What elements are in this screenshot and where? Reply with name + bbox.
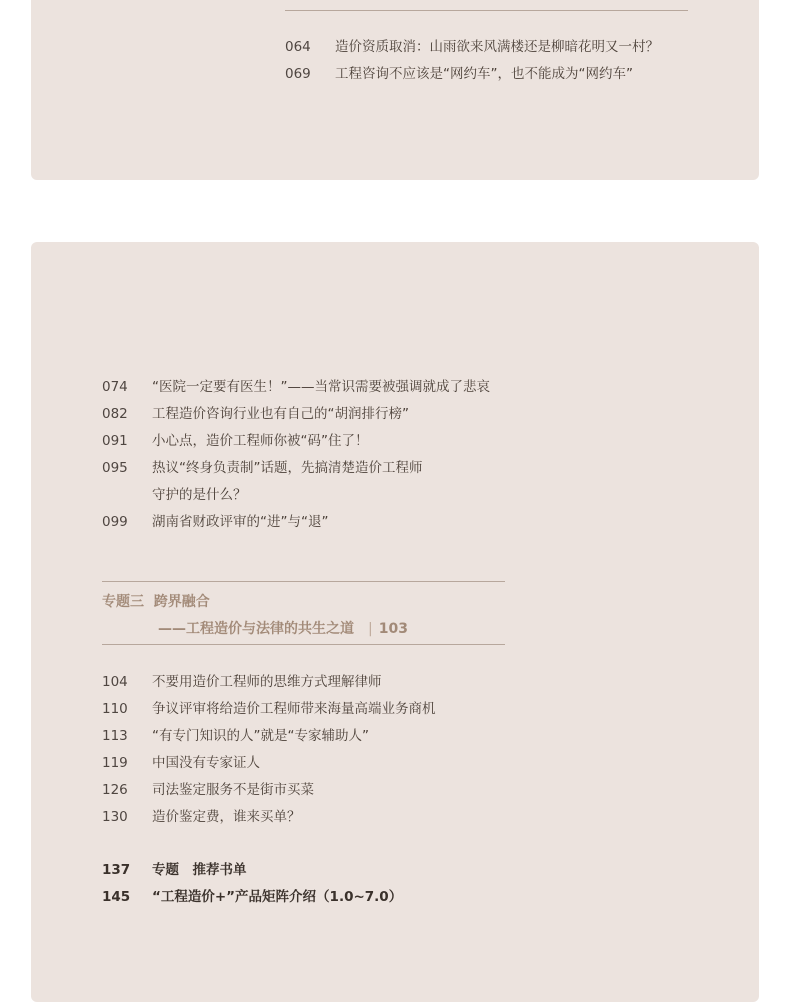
toc-page-number: 095 bbox=[102, 460, 128, 476]
toc-entry[interactable] bbox=[102, 509, 328, 536]
topic-page-number: 103 bbox=[378, 621, 408, 637]
toc-page-number: 104 bbox=[102, 674, 128, 690]
toc-title: 专题 推荐书单 bbox=[152, 862, 247, 878]
toc-page-number: 082 bbox=[102, 406, 128, 422]
toc-entry[interactable] bbox=[102, 696, 436, 723]
topic-subtitle: ——工程造价与法律的共生之道 bbox=[158, 621, 354, 637]
toc-entry[interactable] bbox=[285, 34, 659, 61]
toc-page-number: 099 bbox=[102, 514, 128, 530]
section-divider bbox=[102, 581, 505, 582]
toc-title: 热议“终身负责制”话题，先搞清楚造价工程师 bbox=[152, 460, 423, 476]
toc-entry[interactable] bbox=[102, 428, 369, 455]
toc-entry-product-matrix[interactable] bbox=[102, 884, 402, 911]
toc-entry[interactable] bbox=[102, 723, 369, 750]
toc-title: 争议评审将给造价工程师带来海量高端业务商机 bbox=[152, 701, 436, 717]
toc-page-number: 113 bbox=[102, 728, 128, 744]
toc-title: 司法鉴定服务不是街市买菜 bbox=[152, 782, 314, 798]
toc-entry[interactable] bbox=[102, 750, 260, 777]
toc-title: 不要用造价工程师的思维方式理解律师 bbox=[152, 674, 382, 690]
toc-entry-continuation[interactable] bbox=[102, 482, 247, 509]
toc-entry-booklist[interactable] bbox=[102, 857, 247, 884]
toc-title: 造价鉴定费，谁来买单？ bbox=[152, 809, 301, 825]
toc-title: 小心点，造价工程师你被“码”住了！ bbox=[152, 433, 369, 449]
section-divider bbox=[102, 644, 505, 645]
toc-title: 湖南省财政评审的“进”与“退” bbox=[152, 514, 329, 530]
toc-page-number: 110 bbox=[102, 701, 128, 717]
toc-card-top bbox=[31, 0, 759, 180]
section-divider-top bbox=[285, 10, 688, 11]
toc-title: “工程造价+”产品矩阵介绍（1.0~7.0） bbox=[152, 889, 403, 905]
topic-name: 跨界融合 bbox=[153, 594, 210, 610]
toc-title: “医院一定要有医生！”——当常识需要被强调就成了悲哀 bbox=[152, 379, 490, 395]
toc-page-number: 119 bbox=[102, 755, 128, 771]
toc-title: “有专门知识的人”就是“专家辅助人” bbox=[152, 728, 369, 744]
topic-subtitle-row[interactable] bbox=[158, 616, 408, 643]
toc-page-number: 064 bbox=[285, 39, 311, 55]
toc-entry[interactable] bbox=[102, 777, 314, 804]
toc-page-number: 137 bbox=[102, 862, 131, 878]
toc-title: 造价资质取消：山雨欲来风满楼还是柳暗花明又一村？ bbox=[335, 39, 659, 55]
toc-page-number: 091 bbox=[102, 433, 128, 449]
toc-entry[interactable] bbox=[285, 61, 633, 88]
toc-page-number: 145 bbox=[102, 889, 131, 905]
toc-title: 中国没有专家证人 bbox=[152, 755, 260, 771]
topic-heading[interactable] bbox=[102, 589, 210, 616]
toc-title: 工程造价咨询行业也有自己的“胡润排行榜” bbox=[152, 406, 409, 422]
toc-entry[interactable] bbox=[102, 804, 301, 831]
topic-label: 专题三 bbox=[102, 594, 144, 610]
toc-entry[interactable] bbox=[102, 401, 409, 428]
separator-bar: | bbox=[368, 621, 373, 637]
toc-title: 守护的是什么？ bbox=[152, 487, 247, 503]
toc-page-number: 069 bbox=[285, 66, 311, 82]
toc-page-number: 074 bbox=[102, 379, 128, 395]
toc-page-number: 126 bbox=[102, 782, 128, 798]
toc-entry[interactable] bbox=[102, 669, 382, 696]
toc-title: 工程咨询不应该是“网约车”，也不能成为“网约车” bbox=[335, 66, 633, 82]
toc-entry[interactable] bbox=[102, 455, 423, 482]
toc-entry[interactable] bbox=[102, 374, 490, 401]
toc-page-number: 130 bbox=[102, 809, 128, 825]
